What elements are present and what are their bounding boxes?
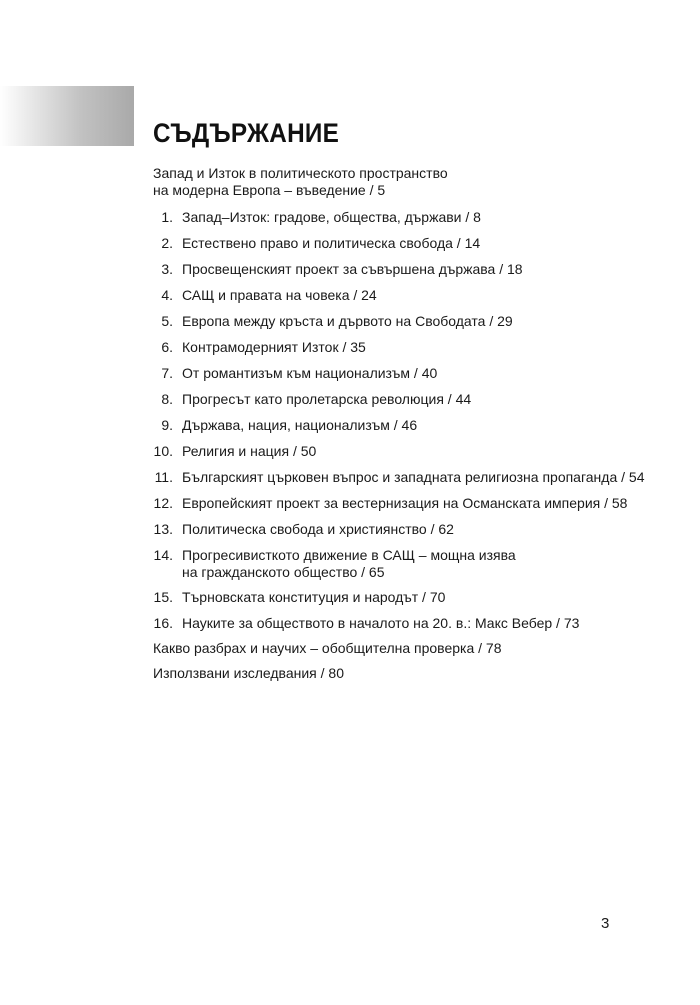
chapter-title: Европа между кръста и дървото на Свободата / 29 xyxy=(182,313,513,329)
chapter-title: Държава, нация, национализъм / 46 xyxy=(182,417,418,433)
chapter-title: Науките за обществото в началото на 20. в.: Макс Вебер / 73 xyxy=(182,615,580,631)
chapter-title: Европейският проект за вестернизация на Османската империя / 58 xyxy=(182,495,628,511)
chapter-number: 7. xyxy=(161,365,173,381)
chapter-title: От романтизъм към национализъм / 40 xyxy=(182,365,438,381)
page-number: 3 xyxy=(601,915,610,932)
page-title: СЪДЪРЖАНИЕ xyxy=(153,118,340,148)
decorative-gray-bar xyxy=(0,86,134,146)
toc-references: Използвани изследвания / 80 xyxy=(153,665,344,681)
chapter-number: 9. xyxy=(161,417,173,433)
chapter-title: САЩ и правата на човека / 24 xyxy=(182,287,377,303)
chapter-number: 13. xyxy=(153,521,173,537)
chapter-title: Религия и нация / 50 xyxy=(182,443,317,459)
chapter-number: 16. xyxy=(153,615,173,631)
chapter-number: 15. xyxy=(153,589,173,605)
toc-summary-review: Какво разбрах и научих – обобщителна проверка / 78 xyxy=(153,640,502,656)
chapter-title: Контрамодерният Изток / 35 xyxy=(182,339,366,355)
chapter-number: 3. xyxy=(161,261,173,277)
toc-intro-line-2: на модерна Европа – въведение / 5 xyxy=(153,182,386,198)
chapter-title: Прогресът като пролетарска революция / 44 xyxy=(182,391,472,407)
chapter-title: Политическа свобода и християнство / 62 xyxy=(182,521,454,537)
chapter-number: 1. xyxy=(161,209,173,225)
chapter-number: 10. xyxy=(153,443,173,459)
chapter-number: 11. xyxy=(154,469,173,485)
chapter-number: 12. xyxy=(153,495,173,511)
chapter-number: 14. xyxy=(153,547,173,563)
chapter-number: 5. xyxy=(161,313,173,329)
chapter-number: 4. xyxy=(161,287,173,303)
chapter-number: 8. xyxy=(161,391,173,407)
chapter-number: 6. xyxy=(161,339,173,355)
chapter-title: Запад–Изток: градове, общества, държави / 8 xyxy=(182,209,481,225)
toc-intro-line-1: Запад и Изток в политическото пространство xyxy=(153,165,448,181)
chapter-title: Прогресивисткото движение в САЩ – мощна изява xyxy=(182,547,516,563)
chapter-title: Просвещенският проект за съвършена държава / 18 xyxy=(182,261,523,277)
chapter-number: 2. xyxy=(161,235,173,251)
chapter-title: Търновската конституция и народът / 70 xyxy=(182,589,446,605)
chapter-title: Българският църковен въпрос и западната религиозна пропаганда / 54 xyxy=(182,469,645,485)
chapter-title: Естествено право и политическа свобода / 14 xyxy=(182,235,481,251)
chapter-title-continued: на гражданското общество / 65 xyxy=(182,564,385,580)
